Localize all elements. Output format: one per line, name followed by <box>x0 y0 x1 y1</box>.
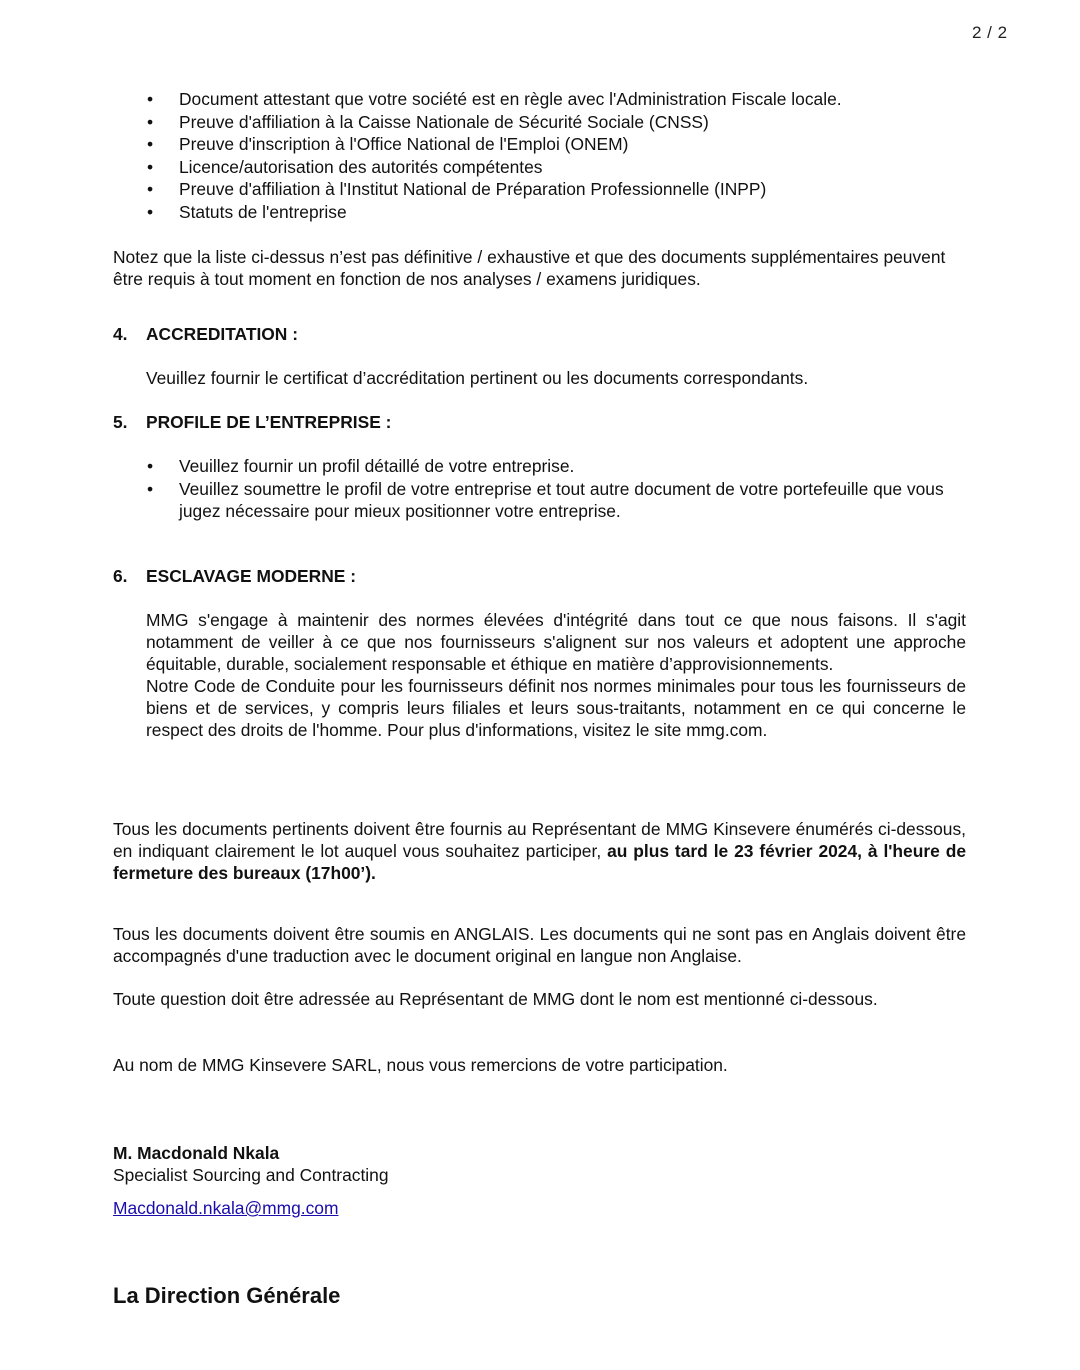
deadline-text: au plus tard le 23 février 2024, à l'heure de fermeture des bureaux (17h00’). <box>113 841 966 883</box>
page-indicator: 2 / 2 <box>972 23 1008 42</box>
section-6-paragraph: MMG s'engage à maintenir des normes élevées d'intégrité dans tout ce que nous faisons. Il s'agit notamment de veiller à ce que nos fournisseurs s'alignent sur nos valeurs et adoptent une approche équitable, durable, socialement responsable et éthique en matière d’approvisionnements. <box>146 610 966 674</box>
submission-paragraph: Tous les documents pertinents doivent être fournis au Représentant de MMG Kinsevere énumérés ci-dessous, en indiquant clairement le lot auquel vous souhaitez participer, au plus tard le 23 février 2024, à l'heure de fermeture des bureaux (17h00’). <box>113 819 966 883</box>
bullet-icon: • <box>147 456 154 476</box>
list-item: • Preuve d'affiliation à la Caisse Nationale de Sécurité Sociale (CNSS) <box>147 111 709 132</box>
section-title: PROFILE DE L’ENTREPRISE : <box>146 412 392 432</box>
section-number: 4. <box>113 324 128 344</box>
list-item: • Veuillez fournir un profil détaillé de votre entreprise. <box>147 456 575 476</box>
bullet-icon: • <box>147 201 154 222</box>
questions-note: Toute question doit être adressée au Représentant de MMG dont le nom est mentionné ci-dessous. <box>113 989 878 1009</box>
bullet-icon: • <box>147 89 154 109</box>
signatory-name: M. Macdonald Nkala <box>113 1143 280 1163</box>
language-note: Tous les documents doivent être soumis en ANGLAIS. Les documents qui ne sont pas en Anglais doivent être accompagnés d'une traduction avec le document original en langue non Anglaise. <box>113 924 966 966</box>
list-note: Notez que la liste ci-dessus n’est pas définitive / exhaustive et que des documents supplémentaires peuvent être requis à tout moment en fonction de nos analyses / examens juridiques. <box>113 247 946 289</box>
section-number: 6. <box>113 566 128 586</box>
bullet-icon: • <box>147 156 154 177</box>
thanks-text: Au nom de MMG Kinsevere SARL, nous vous remercions de votre participation. <box>113 1055 728 1075</box>
section-6-body <box>146 609 966 741</box>
section-5-heading <box>113 411 391 433</box>
section-number: 5. <box>113 412 128 432</box>
required-documents-list <box>113 88 973 224</box>
section-4-body: Veuillez fournir le certificat d’accréditation pertinent ou les documents correspondants. <box>146 368 809 388</box>
section-4-heading <box>113 323 298 345</box>
list-item: • Document attestant que votre société est en règle avec l'Administration Fiscale locale. <box>147 89 842 109</box>
section-title: ESCLAVAGE MODERNE : <box>146 566 356 586</box>
bullet-icon: • <box>147 478 154 499</box>
closing-signature: La Direction Générale <box>113 1283 341 1308</box>
bullet-icon: • <box>147 134 154 155</box>
list-item: • Licence/autorisation des autorités compétentes <box>147 156 543 177</box>
profile-list <box>113 455 973 523</box>
list-item: • Veuillez soumettre le profil de votre entreprise et tout autre document de votre portefeuille que vous jugez nécessaire pour mieux positionner votre entreprise. <box>147 478 944 522</box>
list-item: • Preuve d'inscription à l'Office National de l'Emploi (ONEM) <box>147 134 629 155</box>
section-title: ACCREDITATION : <box>146 324 298 344</box>
section-6-paragraph: Notre Code de Conduite pour les fournisseurs définit nos normes minimales pour tous les fournisseurs de biens et de services, y compris leurs filiales et leurs sous-traitants, notamment en ce qui concerne le respect des droits de l'homme. Pour plus d'informations, visitez le site mmg.com. <box>146 676 966 740</box>
list-item: • Statuts de l'entreprise <box>147 201 347 222</box>
bullet-icon: • <box>147 111 154 132</box>
signatory-email-link[interactable]: Macdonald.nkala@mmg.com <box>113 1198 339 1218</box>
signatory-role: Specialist Sourcing and Contracting <box>113 1165 389 1185</box>
section-6-heading <box>113 565 356 587</box>
bullet-icon: • <box>147 179 154 200</box>
list-item: • Preuve d'affiliation à l'Institut National de Préparation Professionnelle (INPP) <box>147 179 767 200</box>
